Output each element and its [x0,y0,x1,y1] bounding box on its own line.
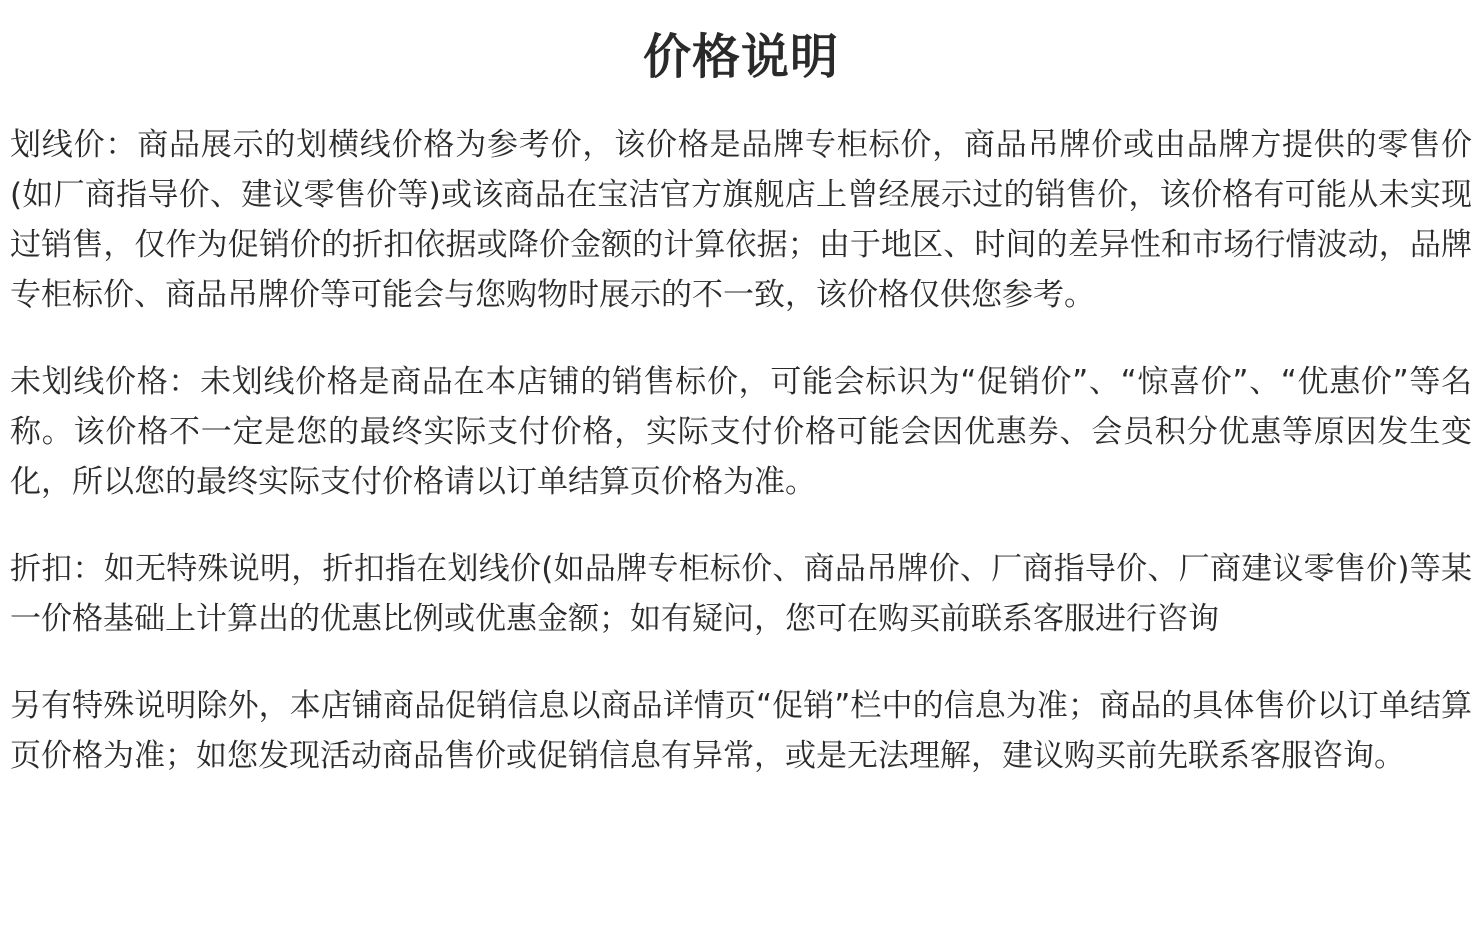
paragraph-discount: 折扣：如无特殊说明，折扣指在划线价(如品牌专柜标价、商品吊牌价、厂商指导价、厂商建议零售价)等某一价格基础上计算出的优惠比例或优惠金额；如有疑问，您可在购买前联系客服进行咨询 [10,551,1472,637]
paragraph-strikethrough-price: 划线价：商品展示的划横线价格为参考价，该价格是品牌专柜标价，商品吊牌价或由品牌方提供的零售价(如厂商指导价、建议零售价等)或该商品在宝洁官方旗舰店上曾经展示过的销售价，该价格有可能从未实现过销售，仅作为促销价的折扣依据或降价金额的计算依据；由于地区、时间的差异性和市场行情波动，品牌专柜标价、商品吊牌价等可能会与您购物时展示的不一致，该价格仅供您参考。 [10,127,1472,313]
paragraph-other-notes: 另有特殊说明除外，本店铺商品促销信息以商品详情页“促销”栏中的信息为准；商品的具体售价以订单结算页价格为准；如您发现活动商品售价或促销信息有异常，或是无法理解，建议购买前先联系客服咨询。 [10,688,1472,774]
paragraph-non-strikethrough-price: 未划线价格：未划线价格是商品在本店铺的销售标价，可能会标识为“促销价”、“惊喜价”、“优惠价”等名称。该价格不一定是您的最终实际支付价格，实际支付价格可能会因优惠券、会员积分优惠等原因发生变化，所以您的最终实际支付价格请以订单结算页价格为准。 [10,364,1472,500]
page-title: 价格说明 [642,29,839,85]
